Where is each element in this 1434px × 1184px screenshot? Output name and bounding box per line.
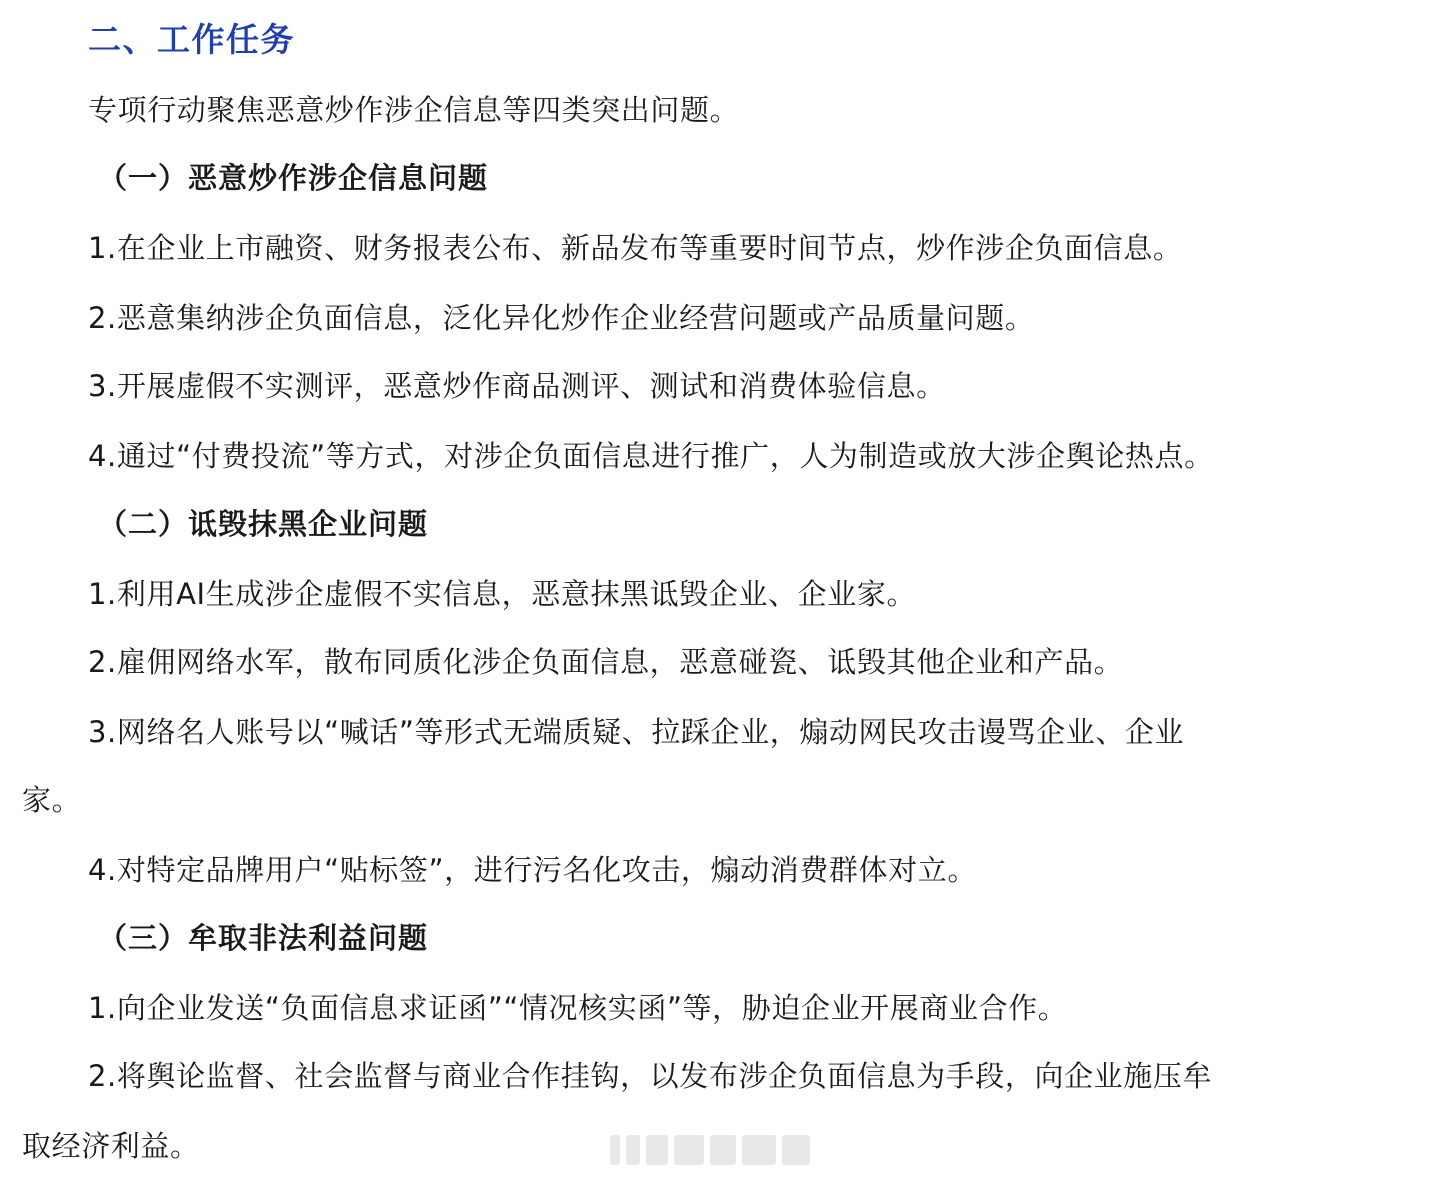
list-item: 3.开展虚假不实测评，恶意炒作商品测评、测试和消费体验信息。 <box>88 369 946 403</box>
list-item: 2.将舆论监督、社会监督与商业合作挂钩，以发布涉企负面信息为手段，向企业施压牟 <box>88 1059 1213 1093</box>
list-item-continuation: 取经济利益。 <box>22 1129 200 1163</box>
subsection-title-3: （三）牟取非法利益问题 <box>98 921 429 955</box>
watermark-logo <box>610 1132 840 1168</box>
intro-paragraph: 专项行动聚焦恶意炒作涉企信息等四类突出问题。 <box>88 93 740 127</box>
list-item: 3.网络名人账号以“喊话”等形式无端质疑、拉踩企业，煽动网民攻击谩骂企业、企业 <box>88 715 1185 749</box>
list-item: 1.利用AI生成涉企虚假不实信息，恶意抹黑诋毁企业、企业家。 <box>88 577 917 611</box>
list-item: 2.雇佣网络水军，散布同质化涉企负面信息，恶意碰瓷、诋毁其他企业和产品。 <box>88 645 1124 679</box>
subsection-title-2: （二）诋毁抹黑企业问题 <box>98 507 429 541</box>
subsection-title-1: （一）恶意炒作涉企信息问题 <box>98 161 489 195</box>
list-item: 1.在企业上市融资、财务报表公布、新品发布等重要时间节点，炒作涉企负面信息。 <box>88 231 1183 265</box>
list-item: 4.通过“付费投流”等方式，对涉企负面信息进行推广，人为制造或放大涉企舆论热点。 <box>88 439 1214 473</box>
list-item: 1.向企业发送“负面信息求证函”“情况核实函”等，胁迫企业开展商业合作。 <box>88 991 1068 1025</box>
list-item: 4.对特定品牌用户“贴标签”，进行污名化攻击，煽动消费群体对立。 <box>88 853 977 887</box>
section-heading: 二、工作任务 <box>88 20 295 59</box>
list-item-continuation: 家。 <box>22 783 82 817</box>
list-item: 2.恶意集纳涉企负面信息，泛化异化炒作企业经营问题或产品质量问题。 <box>88 301 1035 335</box>
